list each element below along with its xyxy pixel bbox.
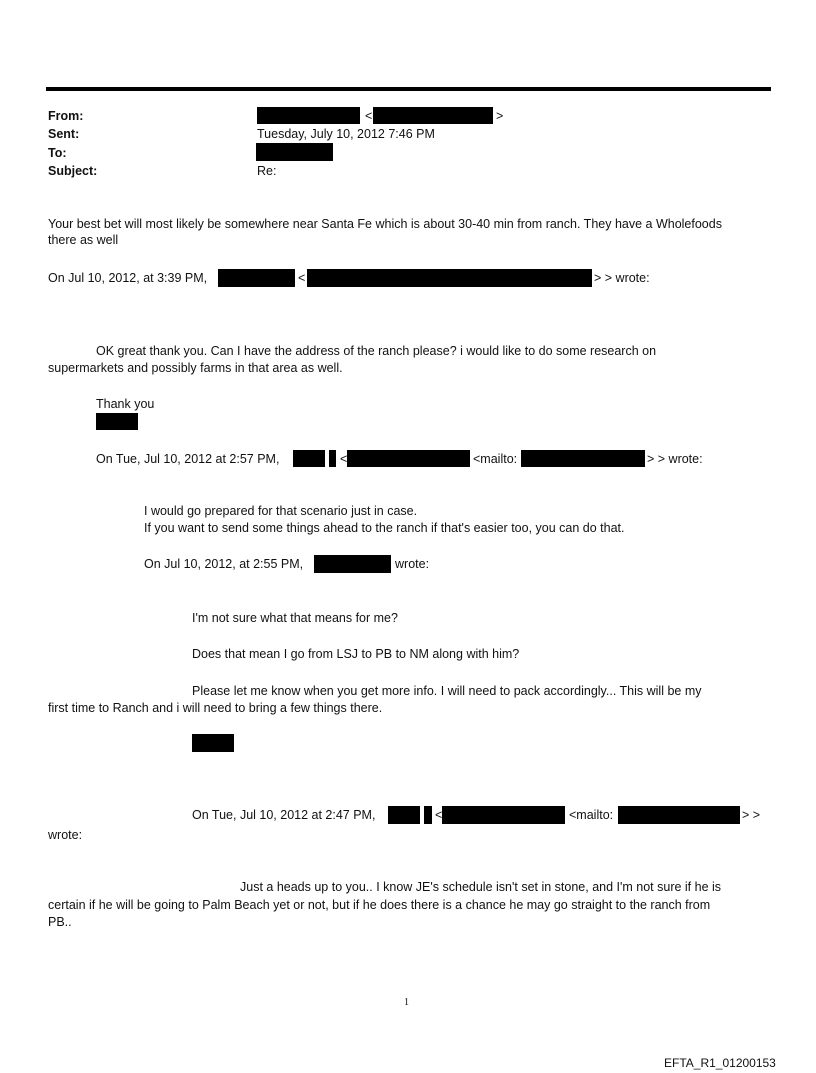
page-number: 1 <box>404 997 409 1008</box>
quote-2-wrote: > > wrote: <box>647 452 703 466</box>
redaction-q2-name-a <box>293 450 325 467</box>
reply-text: Your best bet will most likely be somewhere near Santa Fe which is about 30-40 min from ranch. They have a Wholefoods there as well <box>48 217 722 247</box>
message-3-line1: I would go prepared for that scenario just in case. <box>144 504 418 518</box>
quote-header-4: On Tue, Jul 10, 2012 at 2:47 PM, <box>192 808 376 822</box>
sent-value: Tuesday, July 10, 2012 7:46 PM <box>257 127 435 141</box>
redaction-to <box>256 143 333 161</box>
redaction-signature-1 <box>96 413 138 430</box>
header-rule <box>46 87 771 91</box>
redaction-q2-name-b <box>329 450 336 467</box>
redaction-q2-mailto <box>521 450 645 467</box>
from-label: From: <box>48 109 84 123</box>
message-5-line2: certain if he will be going to Palm Beach yet or not, but if he does there is a chance he may go straight to the ranch from <box>48 898 711 912</box>
from-lt: < <box>365 109 373 123</box>
to-label: To: <box>48 146 67 160</box>
message-4-line4: first time to Ranch and i will need to bring a few things there. <box>48 701 383 715</box>
redaction-from-name <box>257 107 360 124</box>
subject-value: Re: <box>257 164 277 178</box>
thank-you: Thank you <box>96 397 155 411</box>
message-4-line1: I'm not sure what that means for me? <box>192 611 398 625</box>
quote-4-gt: > > <box>742 808 761 822</box>
message-4-line3: Please let me know when you get more info. I will need to pack accordingly... This will be my <box>192 684 702 698</box>
document-id: EFTA_R1_01200153 <box>664 1056 776 1070</box>
quote-header-2: On Tue, Jul 10, 2012 at 2:57 PM, <box>96 452 280 466</box>
redaction-signature-2 <box>192 734 234 752</box>
quote-1-lt: < <box>298 271 306 285</box>
redaction-q1-email <box>307 269 592 287</box>
quote-3-wrote: wrote: <box>395 557 430 571</box>
message-3-line2: If you want to send some things ahead to the ranch if that's easier too, you can do that. <box>144 521 625 535</box>
redaction-from-email <box>373 107 493 124</box>
quote-4-lt: < <box>435 808 443 822</box>
redaction-q4-name-a <box>388 806 420 824</box>
message-5-line1: Just a heads up to you.. I know JE's schedule isn't set in stone, and I'm not sure if he is <box>240 880 722 894</box>
quote-2-mailto: <mailto: <box>473 452 518 466</box>
quote-1-wrote: > > wrote: <box>594 271 650 285</box>
sent-label: Sent: <box>48 127 80 141</box>
redaction-q2-email <box>347 450 470 467</box>
redaction-q1-name <box>218 269 295 287</box>
message-2-line2: supermarkets and possibly farms in that area as well. <box>48 361 343 375</box>
subject-label: Subject: <box>48 164 98 178</box>
message-5-line3: PB.. <box>48 915 72 929</box>
quote-header-1: On Jul 10, 2012, at 3:39 PM, <box>48 271 208 285</box>
redaction-q4-mailto <box>618 806 740 824</box>
redaction-q4-email <box>442 806 565 824</box>
quote-header-3: On Jul 10, 2012, at 2:55 PM, <box>144 557 304 571</box>
message-2-line1: OK great thank you. Can I have the address of the ranch please? i would like to do some research on <box>96 344 657 358</box>
quote-4-mailto: <mailto: <box>569 808 614 822</box>
quote-2-lt: < <box>340 452 348 466</box>
redaction-q4-name-b <box>424 806 432 824</box>
message-4-line2: Does that mean I go from LSJ to PB to NM along with him? <box>192 647 520 661</box>
quote-4-wrote: wrote: <box>48 828 83 842</box>
from-gt: > <box>496 109 504 123</box>
redaction-q3-name <box>314 555 391 573</box>
